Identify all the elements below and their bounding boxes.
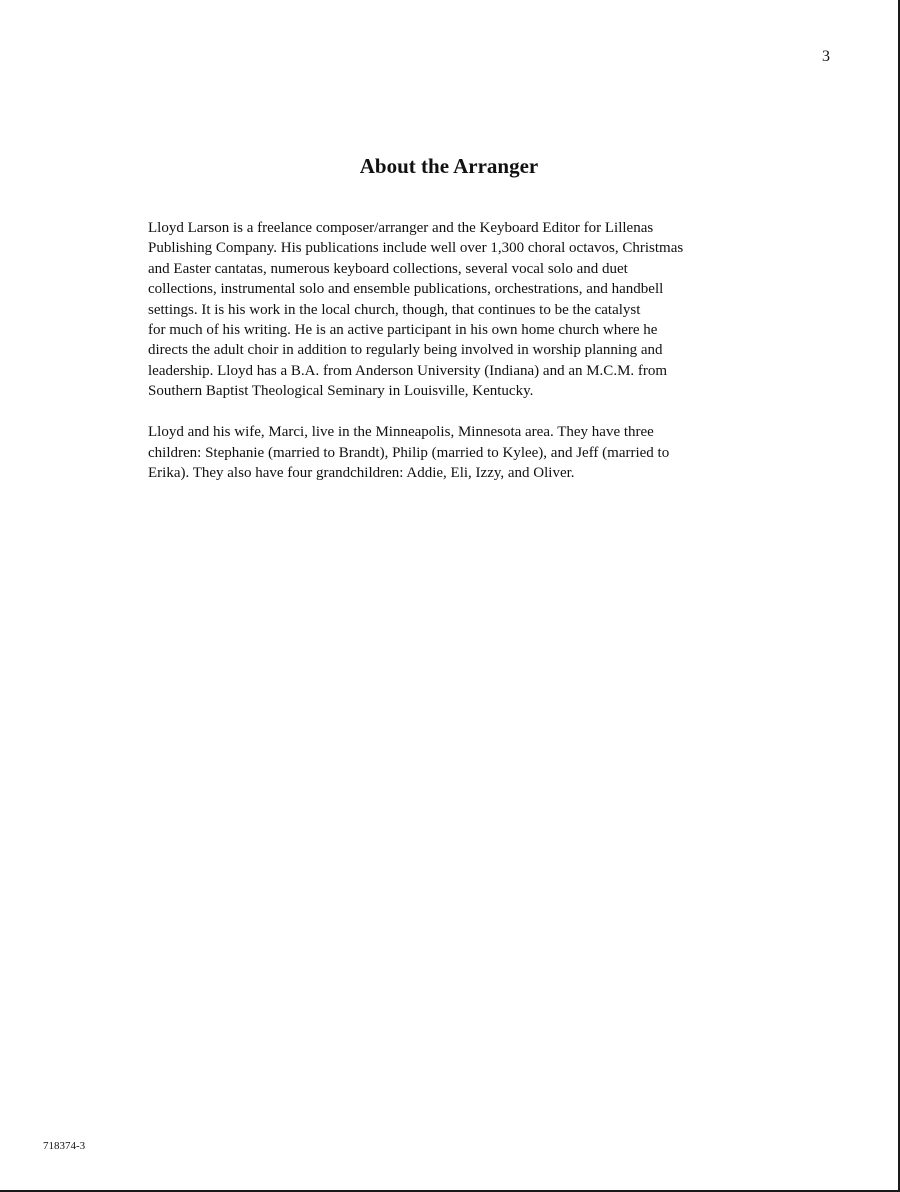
text-line: Erika). They also have four grandchildren: Addie, Eli, Izzy, and Oliver. [148, 464, 575, 481]
text-line: children: Stephanie (married to Brandt), Philip (married to Kylee), and Jeff (married to [148, 444, 670, 461]
text-line: Southern Baptist Theological Seminary in Louisville, Kentucky. [148, 383, 534, 400]
text-line: Lloyd and his wife, Marci, live in the Minneapolis, Minnesota area. They have three [148, 424, 654, 441]
text-line: for much of his writing. He is an active participant in his own home church where he [148, 322, 658, 339]
page-number: 3 [822, 48, 830, 65]
text-line: Publishing Company. His publications include well over 1,300 choral octavos, Christmas [148, 240, 684, 257]
text-line: settings. It is his work in the local church, though, that continues to be the catalyst [148, 301, 641, 318]
text-line: and Easter cantatas, numerous keyboard collections, several vocal solo and duet [148, 260, 628, 277]
text-line: directs the adult choir in addition to regularly being involved in worship planning and [148, 342, 663, 359]
text-line: leadership. Lloyd has a B.A. from Anderson University (Indiana) and an M.C.M. from [148, 362, 668, 379]
page-title: About the Arranger [359, 154, 539, 178]
text-line: Lloyd Larson is a freelance composer/arranger and the Keyboard Editor for Lillenas [148, 220, 654, 236]
paragraph-family [148, 422, 763, 483]
paragraph-biography [148, 218, 763, 402]
text-line: collections, instrumental solo and ensemble publications, orchestrations, and handbell [148, 281, 664, 298]
catalog-number: 718374-3 [43, 1140, 86, 1152]
body-text [148, 218, 763, 483]
